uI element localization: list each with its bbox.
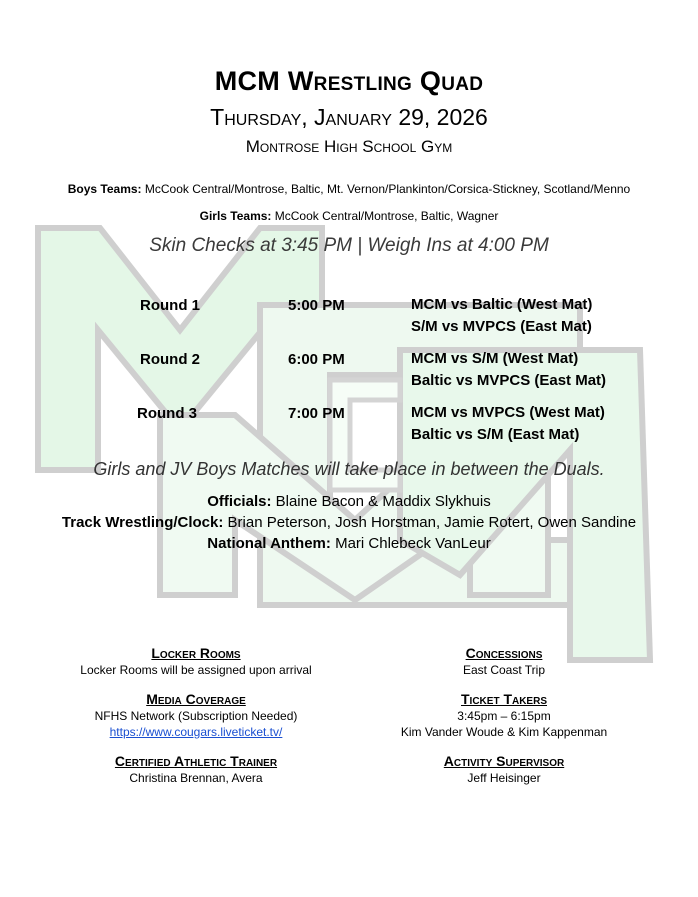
round-label: Round 1 (140, 297, 200, 314)
national-anthem-line: National Anthem: Mari Chlebeck VanLeur (207, 535, 491, 552)
media-coverage-section (46, 690, 346, 740)
athletic-trainer-section (46, 752, 346, 786)
event-date: Thursday, January 29, 2026 (210, 104, 488, 130)
athletic-trainer-text: Christina Brennan, Avera (129, 771, 263, 785)
round-match-east: Baltic vs MVPCS (East Mat) (411, 372, 607, 389)
skin-checks-weigh-ins: Skin Checks at 3:45 PM | Weigh Ins at 4:00 PM (149, 235, 549, 256)
media-coverage-text: NFHS Network (Subscription Needed) (94, 709, 298, 723)
round-match-west: MCM vs S/M (West Mat) (411, 350, 579, 367)
concessions-text: East Coast Trip (462, 663, 546, 677)
event-venue: Montrose High School Gym (245, 137, 453, 156)
ticket-takers-hours: 3:45pm – 6:15pm (457, 709, 551, 723)
boys-teams: Boys Teams: McCook Central/Montrose, Baltic, Mt. Vernon/Plankinton/Corsica-Stickney, Scotland/Menno (67, 182, 631, 196)
activity-supervisor-text: Jeff Heisinger (467, 771, 541, 785)
round-match-east: Baltic vs S/M (East Mat) (411, 426, 580, 443)
ticket-takers-section (354, 690, 654, 740)
activity-supervisor-section (354, 752, 654, 786)
concessions-heading: Concessions (465, 645, 543, 661)
round-time: 7:00 PM (288, 405, 345, 422)
girls-jv-note: Girls and JV Boys Matches will take place in between the Duals. (93, 459, 605, 479)
track-wrestling-line: Track Wrestling/Clock: Brian Peterson, Josh Horstman, Jamie Rotert, Owen Sandine (61, 514, 637, 531)
officials-line: Officials: Blaine Bacon & Maddix Slykhuis (207, 493, 491, 510)
round-label: Round 3 (137, 405, 197, 422)
round-match-west: MCM vs MVPCS (West Mat) (411, 404, 605, 421)
round-time: 6:00 PM (288, 351, 345, 368)
locker-rooms-text: Locker Rooms will be assigned upon arrival (80, 663, 312, 677)
media-coverage-link[interactable]: https://www.cougars.liveticket.tv/ (109, 725, 283, 739)
event-title: MCM Wrestling Quad (214, 66, 484, 96)
locker-rooms-heading: Locker Rooms (151, 645, 241, 661)
athletic-trainer-heading: Certified Athletic Trainer (114, 753, 278, 769)
round-match-east: S/M vs MVPCS (East Mat) (411, 318, 592, 335)
media-coverage-heading: Media Coverage (146, 691, 246, 707)
round-label: Round 2 (140, 351, 200, 368)
round-time: 5:00 PM (288, 297, 345, 314)
locker-rooms-section (46, 644, 346, 678)
concessions-section (354, 644, 654, 678)
activity-supervisor-heading: Activity Supervisor (443, 753, 565, 769)
girls-teams: Girls Teams: McCook Central/Montrose, Baltic, Wagner (199, 209, 499, 223)
ticket-takers-names: Kim Vander Woude & Kim Kappenman (400, 725, 608, 739)
round-match-west: MCM vs Baltic (West Mat) (411, 296, 593, 313)
ticket-takers-heading: Ticket Takers (461, 691, 547, 707)
